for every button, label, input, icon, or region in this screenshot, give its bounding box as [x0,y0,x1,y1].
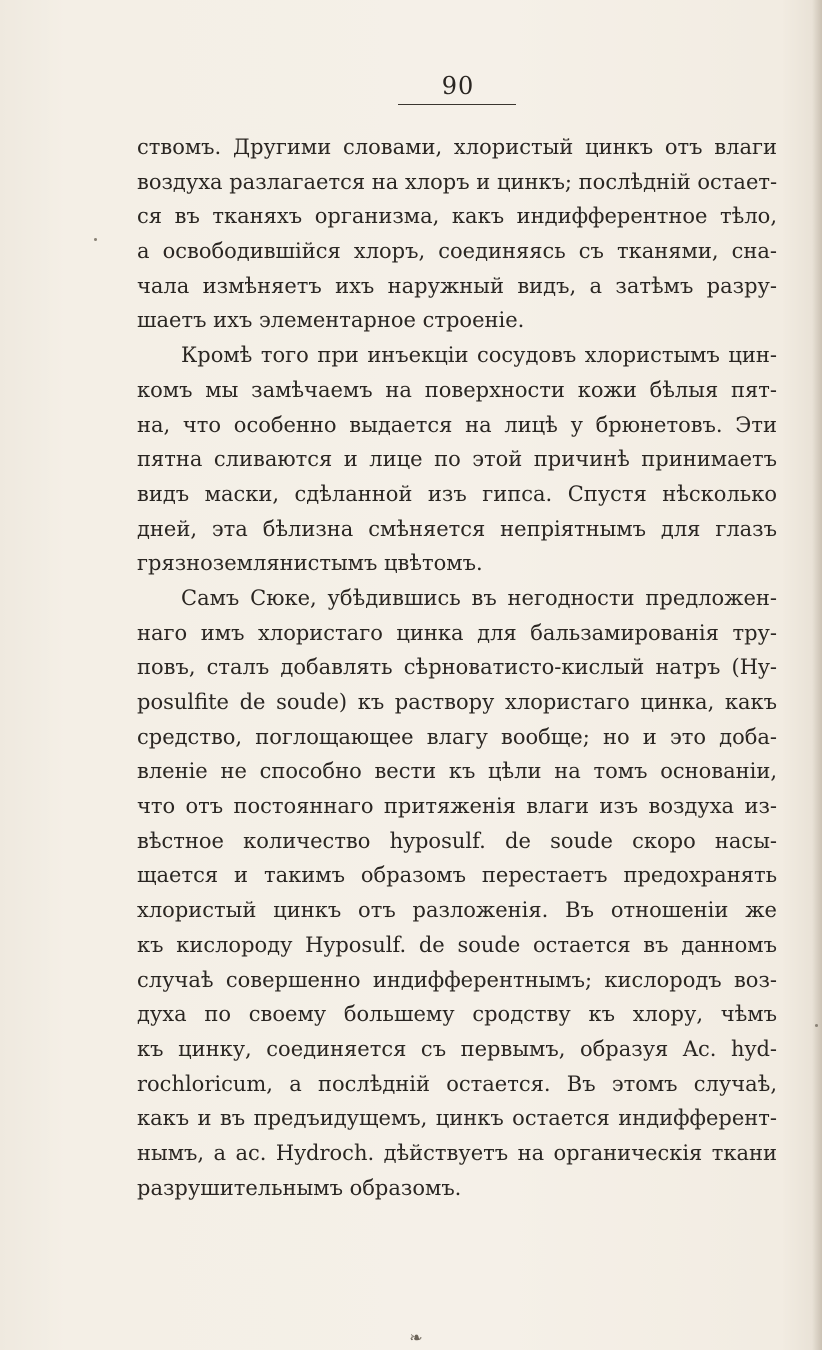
footer-ornament: ❧ [409,1328,423,1347]
text-line: ствомъ. Другими словами, хлористый цинкъ отъ влаги [137,135,777,159]
text-line: видъ маски, сдѣланной изъ гипса. Спустя нѣсколько [137,481,777,506]
text-line: Самъ Сюке, убѣдившись въ негодности предложен- [181,585,777,610]
text-line: воздуха разлагается на хлоръ и цинкъ; послѣдній остает- [137,169,777,194]
text-line: что отъ постояннаго притяженія влаги изъ воздуха из- [137,794,777,819]
text-line: комъ мы замѣчаемъ на поверхности кожи бѣлыя пят- [137,377,777,402]
text-line: на, что особенно выдается на лицѣ у брюнетовъ. Эти [137,412,777,437]
text-line: повъ, сталъ добавлять сѣрноватисто-кислый натръ (Hy- [137,655,777,680]
text-line: случаѣ совершенно индифферентнымъ; кислородъ воз- [137,967,777,992]
text-line: чала измѣняетъ ихъ наружный видъ, а затѣмъ разру- [137,273,777,298]
text-line: духа по своему большему сродству къ хлору, чѣмъ [137,1002,777,1027]
text-line: вѣстное количество hyposulf. de soude скоро насы- [137,828,777,853]
body-text [137,130,777,1205]
text-line: rochloricum, а послѣдній остается. Въ этомъ случаѣ, [137,1071,777,1096]
text-line: щается и такимъ образомъ перестаетъ предохранять [137,863,777,888]
text-line: къ кислороду Hyposulf. de soude остается въ данномъ [137,932,777,957]
text-line: грязноземлянистымъ цвѣтомъ. [137,551,483,576]
text-line: вленіе не способно вести къ цѣли на томъ основаніи, [137,759,777,784]
text-line: ся въ тканяхъ организма, какъ индифферентное тѣло, [137,204,777,229]
header-rule [398,104,516,105]
text-line: средство, поглощающее влагу вообще; но и это доба- [137,724,777,749]
text-line: пятна сливаются и лице по этой причинѣ принимаетъ [137,447,777,472]
print-speck [94,238,97,241]
text-line: какъ и въ предъидущемъ, цинкъ остается индифферент- [137,1106,777,1131]
text-line: Кромѣ того при инъекціи сосудовъ хлористымъ цин- [181,343,777,368]
text-line: нымъ, а ac. Hydroch. дѣйствуетъ на органическія ткани [137,1140,777,1165]
text-line: posulfite de soude) къ раствору хлористаго цинка, какъ [137,690,777,714]
text-line: хлористый цинкъ отъ разложенія. Въ отношеніи же [137,898,777,923]
text-line: къ цинку, соединяется съ первымъ, образуя Ac. hyd- [137,1036,777,1061]
text-line: шаетъ ихъ элементарное строеніе. [137,308,525,333]
print-speck [815,1024,818,1027]
text-line: разрушительнымъ образомъ. [137,1175,462,1200]
text-line: наго имъ хлористаго цинка для бальзамированія тру- [137,620,777,645]
text-line: а освободившійся хлоръ, соединяясь съ тканями, сна- [137,239,777,264]
text-line: дней, эта бѣлизна смѣняется непріятнымъ для глазъ [137,516,777,541]
page-number: 90 [441,72,475,100]
page-edge-shadow [812,0,822,1350]
